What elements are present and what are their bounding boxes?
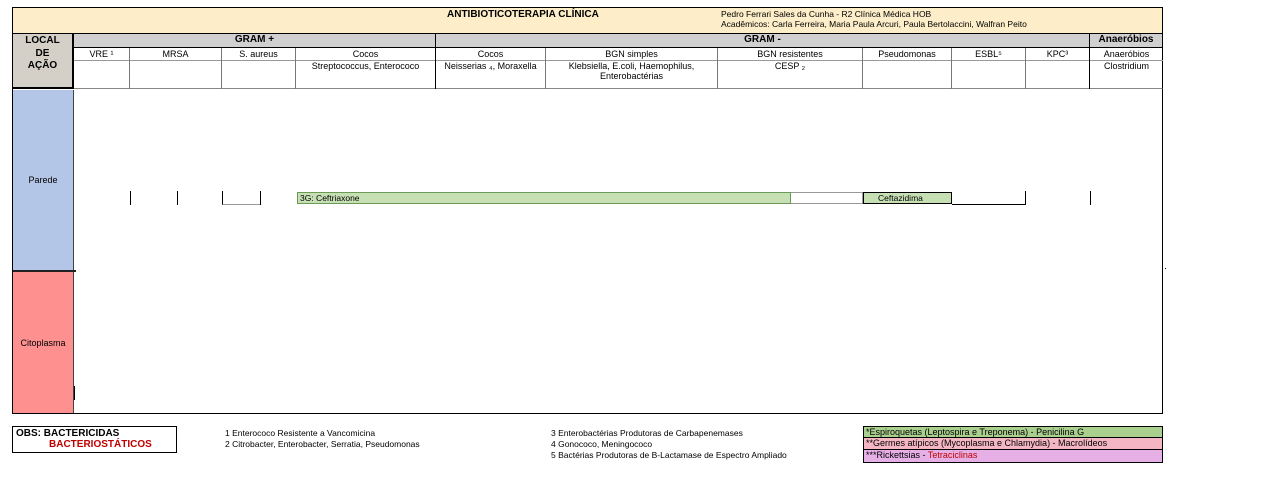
col-pseudomonas: [863, 48, 952, 89]
drug-ceftriaxone-label: 3G: Ceftriaxone: [300, 193, 360, 203]
table-body: [12, 89, 1163, 414]
legend-atipicos-text: **Germes atípicos (Mycoplasma e Chlamydia) - Macrolídeos: [866, 438, 1108, 448]
legend-rickettsias-text: ***Rickettsias -: [866, 450, 928, 460]
tick-saureus: [260, 191, 261, 205]
page-title: ANTIBIOTICOTERAPIA CLÍNICA: [447, 9, 599, 20]
local-de-acao-header: [12, 34, 74, 89]
obs-bactericidas: OBS: BACTERICIDAS: [16, 428, 120, 439]
tick-citoplasma-bottom: [74, 386, 75, 400]
tick-vre: [130, 191, 131, 205]
col-mrsa: [130, 48, 222, 89]
col-s-aureus: [222, 48, 296, 89]
de-acao-label: DE AÇÃO: [27, 48, 58, 71]
col-examples: CESP ₂: [774, 61, 806, 71]
col-examples: Klebsiella, E.coli, Haemophilus, Enterobactérias: [568, 61, 695, 81]
anaerobios-label: Anaeróbios: [1098, 34, 1154, 45]
col-esbl: [952, 48, 1026, 89]
footnote-1: 1 Enterococo Resistente a Vancomicina: [225, 428, 376, 438]
drug-ceftazidima-label: Ceftazidima: [878, 193, 923, 203]
tick-anaerobios: [1090, 191, 1091, 205]
footnotes-right: [551, 428, 787, 461]
bgn-res-empty-cell: [791, 192, 863, 204]
drug-ceftriaxone: [297, 192, 791, 204]
legend-tetraciclinas: Tetraciclinas: [927, 450, 978, 460]
col-name: S. aureus: [222, 48, 295, 61]
academics-line: Acadêmicos: Carla Ferreira, Maria Paula Arcuri, Paula Bertolaccini, Walfran Peito: [721, 19, 1027, 29]
col-name: BGN simples: [546, 48, 717, 61]
tick-esbl: [1025, 191, 1026, 205]
footnotes-left: [225, 428, 420, 450]
col-bgn-simples: [546, 48, 718, 89]
edge-mark: [1165, 268, 1166, 269]
col-name: MRSA: [130, 48, 221, 61]
legend-rickettsias: [863, 450, 1163, 463]
esbl-empty-cell: [952, 204, 1026, 205]
column-headers: [74, 48, 1163, 89]
legend-espiroquetas-text: *Espiroquetas (Leptospira e Treponema) - Penicilina G: [866, 427, 1085, 437]
col-examples: Clostridium: [1103, 61, 1149, 71]
col-name: KPC³: [1026, 48, 1089, 61]
gram-positive-header: [74, 34, 436, 48]
legend-espiroquetas: [863, 426, 1163, 438]
footnote-3: 3 Enterobactérias Produtoras de Carbapenemases: [551, 428, 743, 438]
gram-negative-label: GRAM -: [744, 34, 781, 45]
tick-mrsa: [177, 191, 178, 205]
obs-bacteriostaticos: BACTERIOSTÁTICOS: [49, 439, 152, 450]
local-label: LOCAL: [25, 35, 60, 46]
row-parede: [13, 90, 74, 270]
col-examples: Neisserias ₄, Moraxella: [444, 61, 537, 71]
col-bgn-resistentes: [718, 48, 863, 89]
gram-negative-header: [436, 34, 1090, 48]
obs-box: [12, 426, 177, 453]
footnote-5: 5 Bactérias Produtoras de B-Lactamase de Espectro Ampliado: [551, 450, 787, 460]
col-name: Pseudomonas: [863, 48, 951, 61]
author-line: Pedro Ferrari Sales da Cunha - R2 Clínica Médica HOB: [721, 9, 932, 19]
row-parede-label: Parede: [28, 175, 58, 185]
col-kpc: [1026, 48, 1090, 89]
col-name: Cocos: [296, 48, 435, 61]
anaerobios-header: [1090, 34, 1163, 48]
col-examples: Streptococcus, Enterococo: [311, 61, 420, 71]
col-name: Anaeróbios: [1090, 48, 1163, 61]
col-name: ESBL⁵: [952, 48, 1025, 61]
col-name: Cocos: [436, 48, 545, 61]
col-cocos-neg: [436, 48, 546, 89]
legend-atipicos: [863, 438, 1163, 450]
footnote-2: 2 Citrobacter, Enterobacter, Serratia, Pseudomonas: [225, 439, 420, 449]
col-cocos-pos: [296, 48, 436, 89]
saureus-cell: [222, 191, 260, 205]
col-name: VRE ¹: [74, 48, 129, 61]
drug-ceftazidima: [863, 192, 952, 204]
footnote-4: 4 Gonococo, Meningococo: [551, 439, 653, 449]
col-vre: [74, 48, 130, 89]
col-anaerobios: [1090, 48, 1163, 89]
row-citoplasma: [13, 272, 74, 413]
gram-positive-label: GRAM +: [234, 34, 275, 45]
col-name: BGN resistentes: [718, 48, 862, 61]
row-citoplasma-label: Citoplasma: [20, 337, 66, 348]
